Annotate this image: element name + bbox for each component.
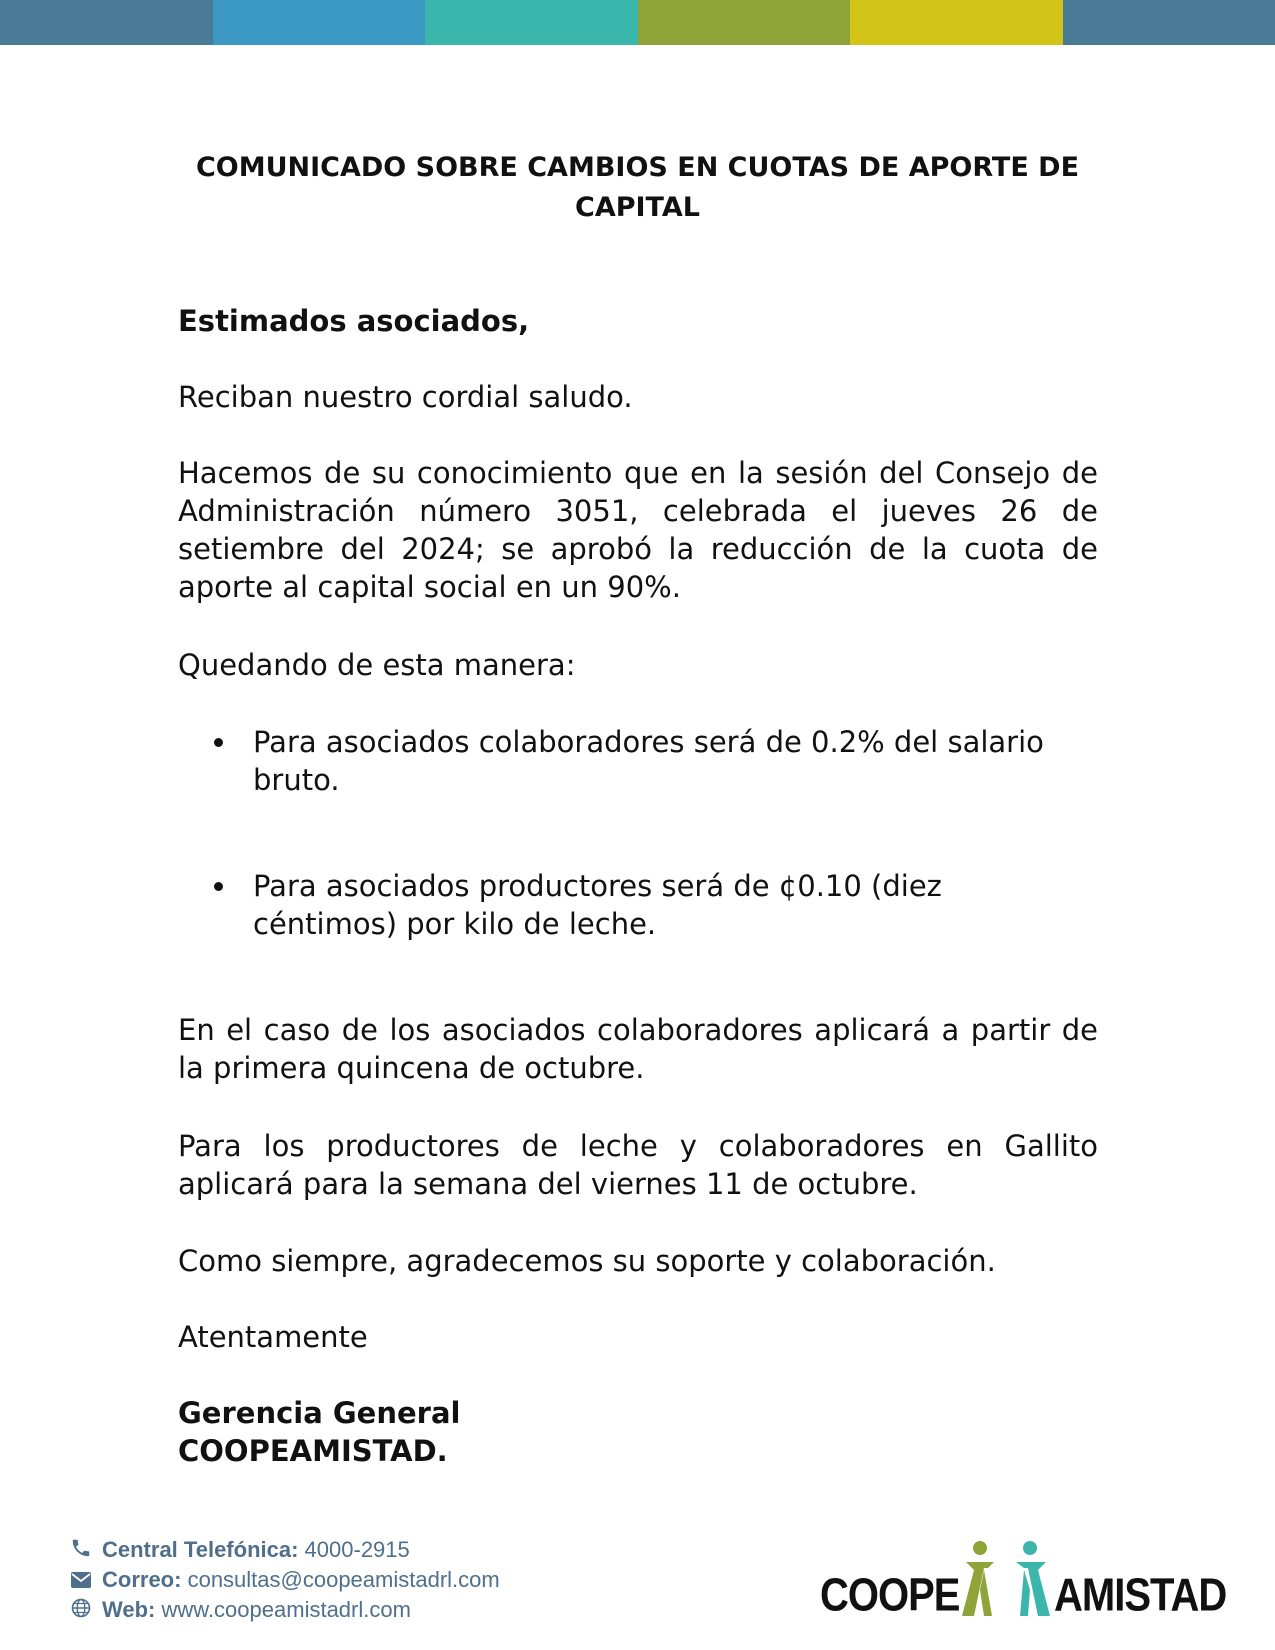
thanks-line: Como siempre, agradecemos su soporte y colaboración. (178, 1244, 996, 1278)
bullet-icon (214, 882, 223, 891)
paragraph-producers: Para los productores de leche y colaboradores en Gallito aplicará para la semana del viernes 11 de octubre. (178, 1129, 1098, 1201)
document-title: COMUNICADO SOBRE CAMBIOS EN CUOTAS DE APORTE DE CAPITAL (195, 152, 1080, 223)
color-bar-segment (638, 0, 851, 45)
logo-text-right: AMISTAD (1054, 1570, 1227, 1621)
list-item (214, 723, 1094, 799)
signature-line-1: Gerencia General (178, 1396, 461, 1430)
paragraph-collaborators: En el caso de los asociados colaboradores aplicará a partir de la primera quincena de octubre. (178, 1013, 1098, 1085)
color-bar-segment (1063, 0, 1275, 45)
color-bar-segment (213, 0, 426, 45)
closing: Atentamente (178, 1320, 368, 1354)
color-bar-segment (850, 0, 1063, 45)
bullet-icon (214, 738, 223, 747)
footer-web (68, 1596, 411, 1625)
web-value[interactable]: www.coopeamistadrl.com (161, 1597, 411, 1622)
phone-icon (68, 1537, 94, 1566)
footer-phone (68, 1536, 410, 1566)
color-bar-segment (425, 0, 638, 45)
email-label: Correo: (102, 1567, 182, 1592)
email-value[interactable]: consultas@coopeamistadrl.com (187, 1567, 500, 1592)
salutation: Reciban nuestro cordial saludo. (178, 380, 633, 414)
coopeamistad-logo (818, 1540, 1227, 1621)
color-bar-segment (0, 0, 213, 45)
list-item-text: Para asociados colaboradores será de 0.2% del salario bruto. (253, 725, 1044, 797)
greeting: Estimados asociados, (178, 304, 530, 338)
footer-email (68, 1566, 500, 1595)
logo-text-left: COOPE (820, 1570, 960, 1621)
envelope-icon (68, 1567, 94, 1595)
list-intro: Quedando de esta manera: (178, 648, 576, 682)
header-color-bar (0, 0, 1275, 45)
list-item-text: Para asociados productores será de ¢0.10 (diez céntimos) por kilo de leche. (253, 869, 942, 941)
paragraph-session: Hacemos de su conocimiento que en la sesión del Consejo de Administración número 3051, celebrada el jueves 26 de setiembre del 2024; se aprobó la reducción de la cuota de aporte al capital social en un 90%. (178, 456, 1098, 604)
logo-figures-icon (958, 1540, 1054, 1626)
list-item (214, 867, 1094, 943)
signature-line-2: COOPEAMISTAD. (178, 1434, 448, 1468)
web-label: Web: (102, 1597, 156, 1622)
globe-icon (68, 1597, 94, 1625)
phone-value: 4000-2915 (304, 1537, 410, 1562)
phone-label: Central Telefónica: (102, 1537, 299, 1562)
